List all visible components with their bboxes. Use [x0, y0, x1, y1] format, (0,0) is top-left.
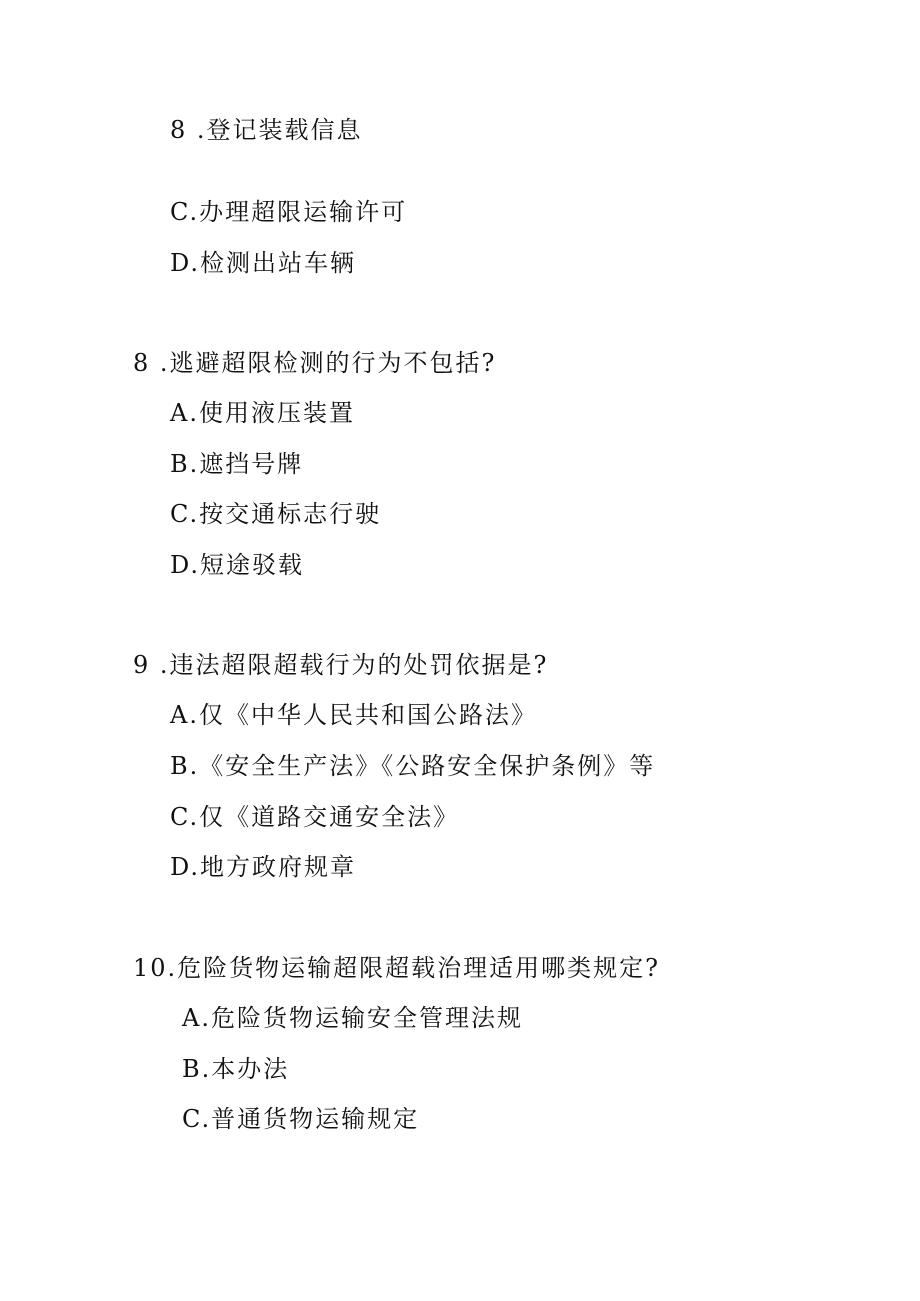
question-9-option-d: D.地方政府规章 [170, 853, 357, 881]
question-9-option-a: A.仅《中华人民共和国公路法》 [170, 701, 537, 729]
question-8-option-b: B.遮挡号牌 [170, 450, 304, 478]
question-8-option-c: C.按交通标志行驶 [170, 500, 382, 528]
fragment-option-b: 8 .登记装载信息 [170, 116, 363, 144]
question-8: 8 .逃避超限检测的行为不包括? [133, 349, 497, 377]
fragment-option-d: D.检测出站车辆 [170, 249, 357, 277]
question-8-option-d: D.短途驳载 [170, 551, 305, 579]
question-8-option-a: A.使用液压装置 [170, 399, 355, 427]
question-10-option-c: C.普通货物运输规定 [182, 1105, 420, 1133]
question-10: 10.危险货物运输超限超载治理适用哪类规定? [133, 954, 661, 982]
question-9: 9 .违法超限超载行为的处罚依据是? [133, 651, 549, 679]
question-10-option-a: A.危险货物运输安全管理法规 [182, 1004, 523, 1032]
question-9-option-b: B.《安全生产法》《公路安全保护条例》等 [170, 752, 656, 780]
question-9-option-c: C.仅《道路交通安全法》 [170, 803, 460, 831]
question-10-option-b: B.本办法 [182, 1055, 290, 1083]
fragment-option-c: C.办理超限运输许可 [170, 198, 408, 226]
